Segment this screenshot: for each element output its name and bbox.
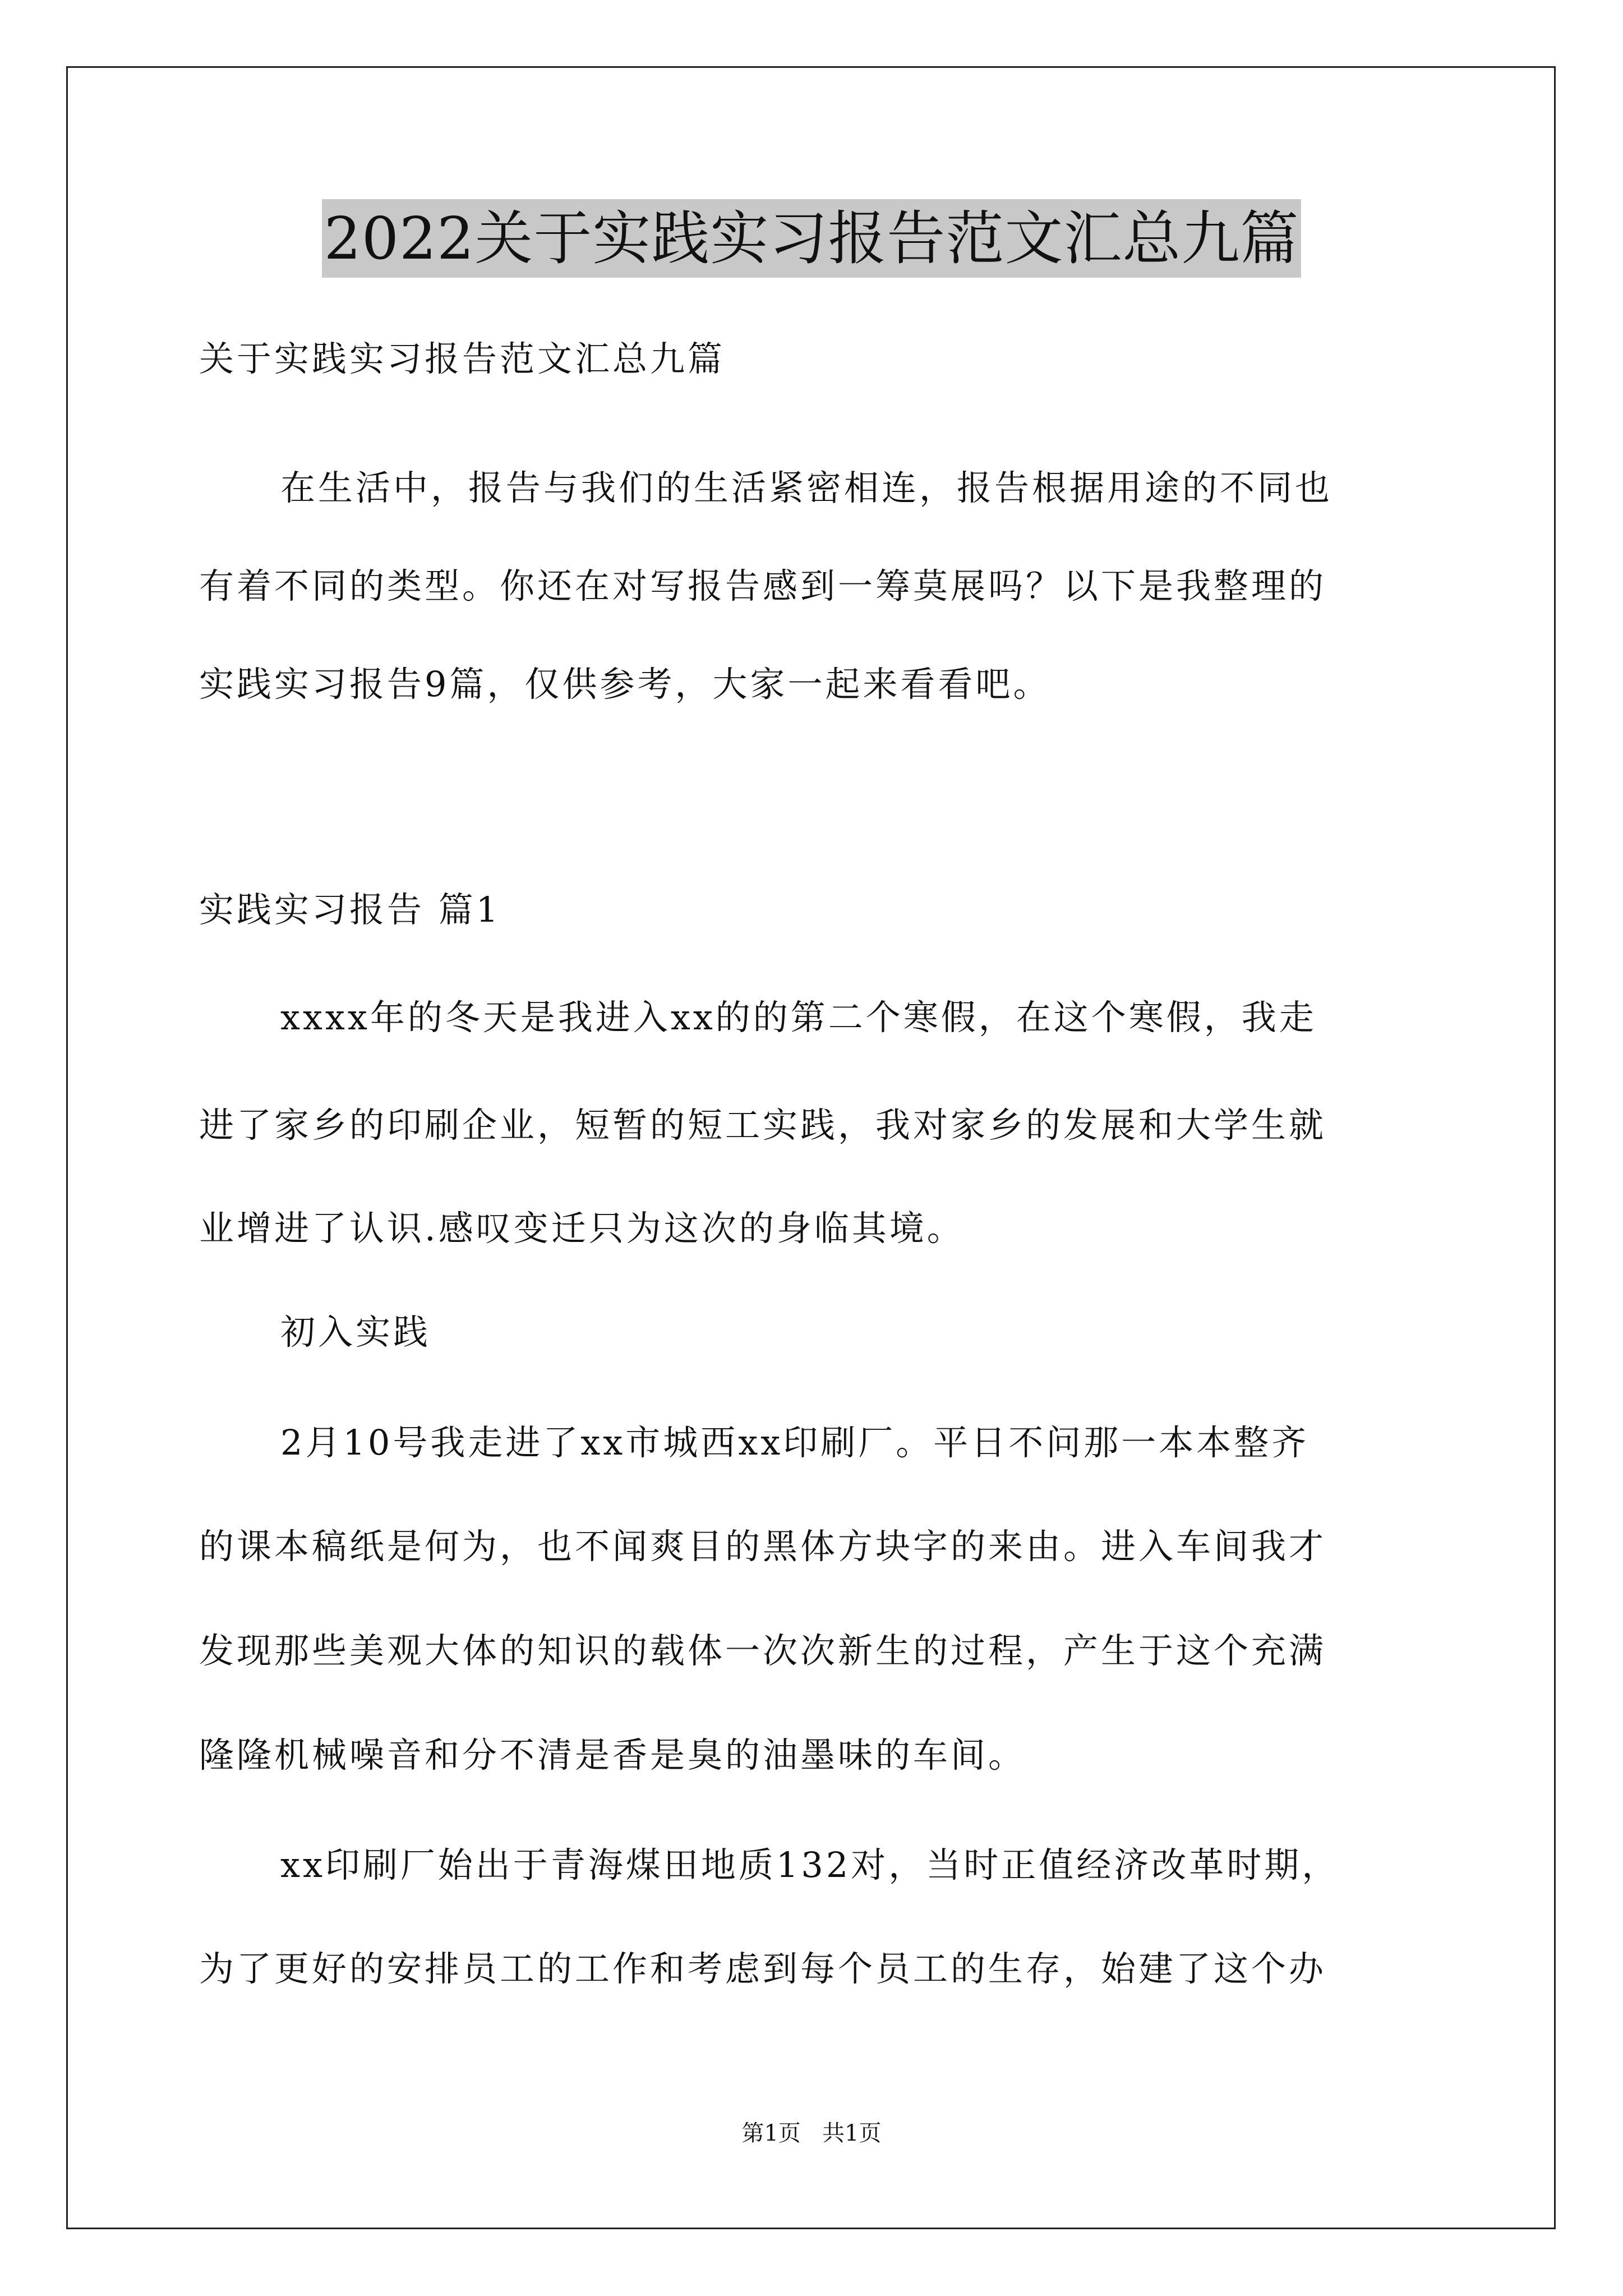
paragraph-line: 的课本稿纸是何为，也不闻爽目的黑体方块字的来由。进入车间我才	[199, 1526, 1327, 1567]
page-border	[66, 66, 1556, 2229]
title-container	[0, 199, 1623, 278]
subheading-line: 初入实践	[280, 1312, 431, 1352]
paragraph-line: 发现那些美观大体的知识的载体一次次新生的过程，产生于这个充满	[199, 1630, 1327, 1671]
paragraph-line: 实践实习报告9篇，仅供参考，大家一起来看看吧。	[199, 664, 1051, 705]
paragraph-line: 为了更好的安排员工的工作和考虑到每个员工的生存，始建了这个办	[199, 1948, 1327, 1989]
page-footer: 第1页 共1页	[741, 2120, 882, 2146]
subtitle-line: 关于实践实习报告范文汇总九篇	[199, 338, 726, 379]
paragraph-line: xx印刷厂始出于青海煤田地质132对，当时正值经济改革时期，	[280, 1844, 1340, 1885]
paragraph-line: 在生活中，报告与我们的生活紧密相连，报告根据用途的不同也	[280, 467, 1333, 508]
section-heading: 实践实习报告 篇1	[199, 889, 501, 930]
paragraph-line: 业增进了认识.感叹变迁只为这次的身临其境。	[199, 1208, 965, 1249]
paragraph-line: 有着不同的类型。你还在对写报告感到一筹莫展吗？以下是我整理的	[199, 565, 1327, 606]
paragraph-line: 进了家乡的印刷企业，短暂的短工实践，我对家乡的发展和大学生就	[199, 1105, 1327, 1145]
document-title: 2022关于实践实习报告范文汇总九篇	[322, 199, 1302, 278]
paragraph-line: xxxx年的冬天是我进入xx的的第二个寒假，在这个寒假，我走	[280, 997, 1317, 1038]
paragraph-line: 2月10号我走进了xx市城西xx印刷厂。平日不问那一本本整齐	[280, 1422, 1310, 1463]
paragraph-line: 隆隆机械噪音和分不清是香是臭的油墨味的车间。	[199, 1734, 1026, 1775]
